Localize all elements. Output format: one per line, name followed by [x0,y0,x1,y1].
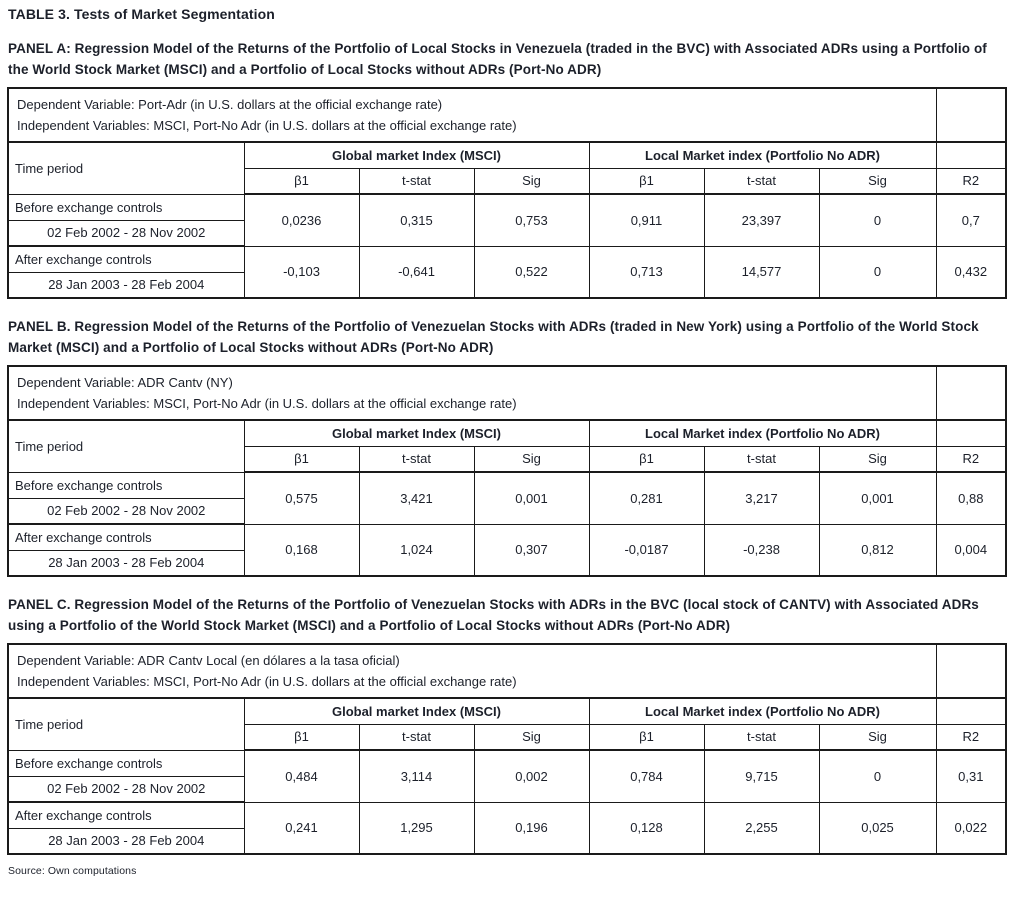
local-market-header: Local Market index (Portfolio No ADR) [589,420,936,446]
global-market-header: Global market Index (MSCI) [244,142,589,168]
r2-value: 0,004 [936,524,1006,576]
msci-t-stat-value: 1,295 [359,802,474,854]
table-row [8,644,1006,698]
msci-beta-value: -0,103 [244,246,359,298]
global-market-header: Global market Index (MSCI) [244,698,589,724]
msci-t-stat-value: 3,114 [359,750,474,802]
msci-beta-value: 0,168 [244,524,359,576]
source-note: Source: Own computations [8,865,137,877]
msci-sig-value: 0,002 [474,750,589,802]
empty-cell [936,142,1006,168]
variables-cell [8,366,936,420]
msci-sig-value: 0,001 [474,472,589,524]
r2-header: R2 [936,446,1006,472]
variables-cell [8,88,936,142]
r2-header: R2 [936,168,1006,194]
empty-cell [936,366,1006,420]
local-beta-value: -0,0187 [589,524,704,576]
sig-header: Sig [474,724,589,750]
local-t-stat-value: 9,715 [704,750,819,802]
msci-beta-value: 0,484 [244,750,359,802]
msci-t-stat-value: -0,641 [359,246,474,298]
table-row [8,524,1006,550]
table-row [8,194,1006,220]
local-sig-value: 0,025 [819,802,936,854]
t-stat-header: t-stat [704,168,819,194]
t-stat-header: t-stat [704,446,819,472]
period-dates: 28 Jan 2003 - 28 Feb 2004 [8,272,244,298]
msci-sig-value: 0,522 [474,246,589,298]
msci-beta-value: 0,241 [244,802,359,854]
r2-value: 0,31 [936,750,1006,802]
table-row [8,88,1006,142]
period-dates: 02 Feb 2002 - 28 Nov 2002 [8,498,244,524]
local-t-stat-value: 2,255 [704,802,819,854]
independent-variables-line: Independent Variables: MSCI, Port-No Adr (in U.S. dollars at the official exchange rate) [17,396,517,411]
local-beta-value: 0,713 [589,246,704,298]
local-beta-value: 0,128 [589,802,704,854]
r2-value: 0,022 [936,802,1006,854]
r2-value: 0,88 [936,472,1006,524]
table-row [8,246,1006,272]
period-label: After exchange controls [8,524,244,550]
panel-b-heading: PANEL B. Regression Model of the Returns of the Portfolio of Venezuelan Stocks with ADRs (traded in New York) using a Portfolio of the World Stock Market (MSCI) and a Portfolio of Local Stocks without ADRs (Port-No ADR) [8,319,979,355]
table-row [8,802,1006,828]
t-stat-header: t-stat [359,446,474,472]
panel-a-heading: PANEL A: Regression Model of the Returns of the Portfolio of Local Stocks in Venezuela (traded in the BVC) with Associated ADRs using a Portfolio of the World Stock Market (MSCI) and a Portfolio of Local Stocks without ADRs (Port-No ADR) [8,41,987,77]
dependent-variable-line: Dependent Variable: ADR Cantv Local (en dólares a la tasa oficial) [17,653,400,668]
table-row [8,750,1006,776]
t-stat-header: t-stat [359,168,474,194]
r2-value: 0,7 [936,194,1006,246]
table-title: TABLE 3. Tests of Market Segmentation [8,6,275,22]
sig-header: Sig [819,724,936,750]
local-t-stat-value: -0,238 [704,524,819,576]
local-sig-value: 0 [819,246,936,298]
beta-header: β1 [589,724,704,750]
local-beta-value: 0,911 [589,194,704,246]
local-market-header: Local Market index (Portfolio No ADR) [589,698,936,724]
table-row [8,698,1006,724]
local-market-header: Local Market index (Portfolio No ADR) [589,142,936,168]
msci-beta-value: 0,0236 [244,194,359,246]
msci-sig-value: 0,307 [474,524,589,576]
sig-header: Sig [819,446,936,472]
beta-header: β1 [589,446,704,472]
beta-header: β1 [244,724,359,750]
msci-beta-value: 0,575 [244,472,359,524]
period-label: After exchange controls [8,246,244,272]
local-sig-value: 0,812 [819,524,936,576]
t-stat-header: t-stat [704,724,819,750]
panel-c-heading: PANEL C. Regression Model of the Returns of the Portfolio of Venezuelan Stocks with ADRs in the BVC (local stock of CANTV) with Associated ADRs using a Portfolio of the World Stock Market (MSCI) and a Portfolio of Local Stocks without ADRs (Port-No ADR) [8,597,979,633]
local-t-stat-value: 23,397 [704,194,819,246]
sig-header: Sig [819,168,936,194]
panel-a-table [7,87,1007,299]
local-sig-value: 0 [819,750,936,802]
dependent-variable-line: Dependent Variable: ADR Cantv (NY) [17,375,233,390]
beta-header: β1 [589,168,704,194]
time-period-header: Time period [8,698,244,750]
local-sig-value: 0 [819,194,936,246]
time-period-header: Time period [8,420,244,472]
local-beta-value: 0,784 [589,750,704,802]
global-market-header: Global market Index (MSCI) [244,420,589,446]
empty-cell [936,88,1006,142]
independent-variables-line: Independent Variables: MSCI, Port-No Adr (in U.S. dollars at the official exchange rate) [17,118,517,133]
period-dates: 28 Jan 2003 - 28 Feb 2004 [8,550,244,576]
sig-header: Sig [474,168,589,194]
period-label: Before exchange controls [8,194,244,220]
table-row [8,366,1006,420]
independent-variables-line: Independent Variables: MSCI, Port-No Adr (in U.S. dollars at the official exchange rate) [17,674,517,689]
period-label: Before exchange controls [8,472,244,498]
variables-cell [8,644,936,698]
msci-sig-value: 0,753 [474,194,589,246]
period-label: Before exchange controls [8,750,244,776]
t-stat-header: t-stat [359,724,474,750]
empty-cell [936,644,1006,698]
msci-t-stat-value: 3,421 [359,472,474,524]
panel-b-table [7,365,1007,577]
empty-cell [936,420,1006,446]
empty-cell [936,698,1006,724]
table-row [8,420,1006,446]
beta-header: β1 [244,446,359,472]
period-dates: 28 Jan 2003 - 28 Feb 2004 [8,828,244,854]
table-row [8,472,1006,498]
msci-sig-value: 0,196 [474,802,589,854]
sig-header: Sig [474,446,589,472]
period-label: After exchange controls [8,802,244,828]
msci-t-stat-value: 0,315 [359,194,474,246]
dependent-variable-line: Dependent Variable: Port-Adr (in U.S. dollars at the official exchange rate) [17,97,443,112]
local-sig-value: 0,001 [819,472,936,524]
local-t-stat-value: 3,217 [704,472,819,524]
beta-header: β1 [244,168,359,194]
table-row [8,142,1006,168]
period-dates: 02 Feb 2002 - 28 Nov 2002 [8,220,244,246]
local-beta-value: 0,281 [589,472,704,524]
r2-header: R2 [936,724,1006,750]
msci-t-stat-value: 1,024 [359,524,474,576]
time-period-header: Time period [8,142,244,194]
local-t-stat-value: 14,577 [704,246,819,298]
period-dates: 02 Feb 2002 - 28 Nov 2002 [8,776,244,802]
panel-c-table [7,643,1007,855]
r2-value: 0,432 [936,246,1006,298]
